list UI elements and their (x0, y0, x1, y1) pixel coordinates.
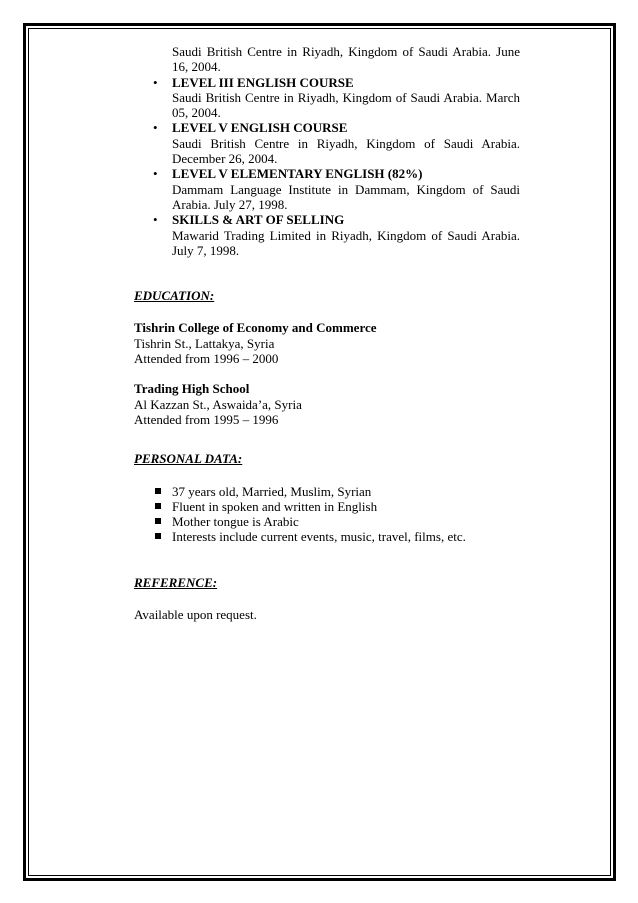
bullet-icon: • (153, 120, 158, 136)
course-item (134, 166, 520, 212)
resume-content (134, 44, 520, 622)
course-description: Saudi British Centre in Riyadh, Kingdom of Saudi Arabia. March 05, 2004. (172, 89, 520, 121)
course-title: LEVEL III ENGLISH COURSE (172, 74, 354, 90)
course-description: Mawarid Trading Limited in Riyadh, Kingdom of Saudi Arabia. July 7, 1998. (172, 227, 520, 258)
school-attended: Attended from 1995 – 1996 (134, 411, 279, 427)
square-bullet-icon (155, 503, 161, 509)
bullet-icon: • (153, 212, 158, 228)
education-heading: EDUCATION: (134, 288, 215, 304)
personal-data-heading: PERSONAL DATA: (134, 451, 243, 467)
course-item (134, 120, 520, 166)
school-address: Tishrin St., Lattakya, Syria (134, 335, 275, 351)
course-description: Dammam Language Institute in Dammam, Kingdom of Saudi Arabia. July 27, 1998. (172, 181, 520, 212)
school-address: Al Kazzan St., Aswaida’a, Syria (134, 396, 302, 412)
personal-data-text: Interests include current events, music, travel, films, etc. (172, 529, 466, 545)
course-item (134, 44, 520, 75)
course-item (134, 212, 520, 258)
personal-data-text: Fluent in spoken and written in English (172, 498, 378, 514)
education-entry (134, 381, 520, 427)
personal-data-text: 37 years old, Married, Muslim, Syrian (172, 483, 372, 499)
square-bullet-icon (155, 488, 161, 494)
course-title: LEVEL V ENGLISH COURSE (172, 120, 348, 136)
school-attended: Attended from 1996 – 2000 (134, 351, 279, 367)
school-name: Trading High School (134, 381, 250, 397)
personal-data-item (134, 484, 520, 499)
personal-data-list (134, 484, 520, 545)
course-title: SKILLS & ART OF SELLING (172, 212, 345, 228)
personal-data-item (134, 499, 520, 514)
personal-data-item (134, 529, 520, 544)
personal-data-text: Mother tongue is Arabic (172, 514, 299, 530)
school-name: Tishrin College of Economy and Commerce (134, 320, 377, 336)
course-item (134, 75, 520, 121)
personal-data-item (134, 514, 520, 529)
reference-text: Available upon request. (134, 607, 257, 623)
course-description: Saudi British Centre in Riyadh, Kingdom of Saudi Arabia. December 26, 2004. (172, 135, 520, 167)
square-bullet-icon (155, 533, 161, 539)
reference-heading: REFERENCE: (134, 574, 218, 590)
course-description: Saudi British Centre in Riyadh, Kingdom of Saudi Arabia. June 16, 2004. (172, 44, 520, 75)
education-entry (134, 320, 520, 366)
bullet-icon: • (153, 74, 158, 90)
course-title: LEVEL V ELEMENTARY ENGLISH (82%) (172, 166, 423, 182)
square-bullet-icon (155, 518, 161, 524)
bullet-icon: • (153, 166, 158, 182)
course-list (134, 44, 520, 258)
